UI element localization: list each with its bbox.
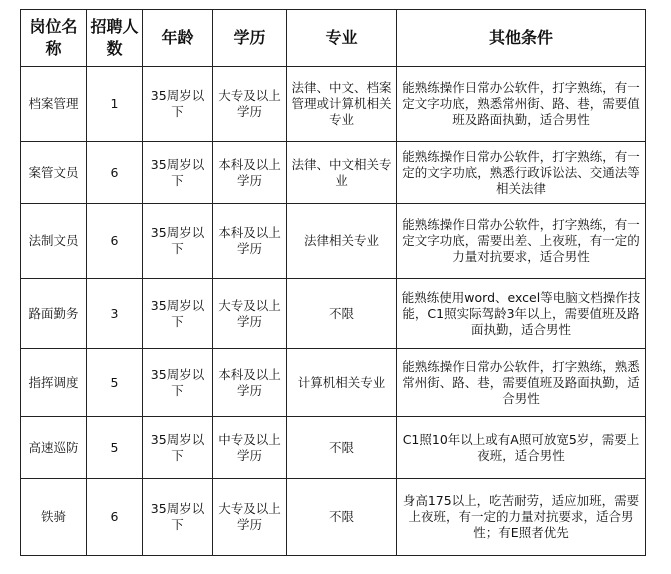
table-row bbox=[21, 204, 646, 279]
table-header-row bbox=[21, 10, 646, 67]
header-position: 岗位名称 bbox=[21, 10, 87, 67]
cell-age: 35周岁以下 bbox=[143, 279, 213, 349]
cell-other: 身高175以上，吃苦耐劳，适应加班，需要上夜班，有一定的力量对抗要求，适合男性；有E照者优先 bbox=[397, 479, 646, 556]
cell-count: 1 bbox=[87, 67, 143, 142]
cell-education: 本科及以上学历 bbox=[213, 142, 287, 204]
cell-major: 不限 bbox=[287, 479, 397, 556]
header-education: 学历 bbox=[213, 10, 287, 67]
cell-major: 不限 bbox=[287, 279, 397, 349]
cell-position: 路面勤务 bbox=[21, 279, 87, 349]
cell-count: 6 bbox=[87, 142, 143, 204]
table-row bbox=[21, 67, 646, 142]
cell-major: 计算机相关专业 bbox=[287, 349, 397, 417]
cell-position: 法制文员 bbox=[21, 204, 87, 279]
cell-education: 本科及以上学历 bbox=[213, 349, 287, 417]
cell-other: 能熟练操作日常办公软件，打字熟练，熟悉常州街、路、巷，需要值班及路面执勤，适合男性 bbox=[397, 349, 646, 417]
table-row bbox=[21, 417, 646, 479]
table-row bbox=[21, 349, 646, 417]
cell-age: 35周岁以下 bbox=[143, 142, 213, 204]
cell-education: 大专及以上学历 bbox=[213, 67, 287, 142]
cell-other: 能熟练使用word、excel等电脑文档操作技能，C1照实际驾龄3年以上，需要值班及路面执勤，适合男性 bbox=[397, 279, 646, 349]
cell-count: 5 bbox=[87, 417, 143, 479]
cell-education: 大专及以上学历 bbox=[213, 479, 287, 556]
cell-other: 能熟练操作日常办公软件，打字熟练，有一定的文字功底，熟悉行政诉讼法、交通法等相关法律 bbox=[397, 142, 646, 204]
cell-position: 档案管理 bbox=[21, 67, 87, 142]
cell-count: 3 bbox=[87, 279, 143, 349]
header-count: 招聘人数 bbox=[87, 10, 143, 67]
cell-count: 6 bbox=[87, 479, 143, 556]
table-row bbox=[21, 279, 646, 349]
cell-position: 案管文员 bbox=[21, 142, 87, 204]
cell-other: C1照10年以上或有A照可放宽5岁，需要上夜班，适合男性 bbox=[397, 417, 646, 479]
cell-other: 能熟练操作日常办公软件，打字熟练，有一定文字功底，熟悉常州街、路、巷，需要值班及路面执勤，适合男性 bbox=[397, 67, 646, 142]
cell-education: 本科及以上学历 bbox=[213, 204, 287, 279]
cell-count: 6 bbox=[87, 204, 143, 279]
header-major: 专业 bbox=[287, 10, 397, 67]
cell-age: 35周岁以下 bbox=[143, 349, 213, 417]
cell-major: 不限 bbox=[287, 417, 397, 479]
cell-count: 5 bbox=[87, 349, 143, 417]
cell-position: 指挥调度 bbox=[21, 349, 87, 417]
header-age: 年龄 bbox=[143, 10, 213, 67]
table-row bbox=[21, 479, 646, 556]
cell-education: 中专及以上学历 bbox=[213, 417, 287, 479]
cell-major: 法律、中文相关专业 bbox=[287, 142, 397, 204]
cell-age: 35周岁以下 bbox=[143, 204, 213, 279]
cell-major: 法律相关专业 bbox=[287, 204, 397, 279]
cell-age: 35周岁以下 bbox=[143, 479, 213, 556]
cell-age: 35周岁以下 bbox=[143, 67, 213, 142]
cell-age: 35周岁以下 bbox=[143, 417, 213, 479]
cell-major: 法律、中文、档案管理或计算机相关专业 bbox=[287, 67, 397, 142]
recruitment-table bbox=[20, 9, 646, 556]
header-other: 其他条件 bbox=[397, 10, 646, 67]
cell-position: 高速巡防 bbox=[21, 417, 87, 479]
cell-other: 能熟练操作日常办公软件，打字熟练，有一定文字功底，需要出差、上夜班，有一定的力量对抗要求，适合男性 bbox=[397, 204, 646, 279]
table-row bbox=[21, 142, 646, 204]
cell-position: 铁骑 bbox=[21, 479, 87, 556]
cell-education: 大专及以上学历 bbox=[213, 279, 287, 349]
